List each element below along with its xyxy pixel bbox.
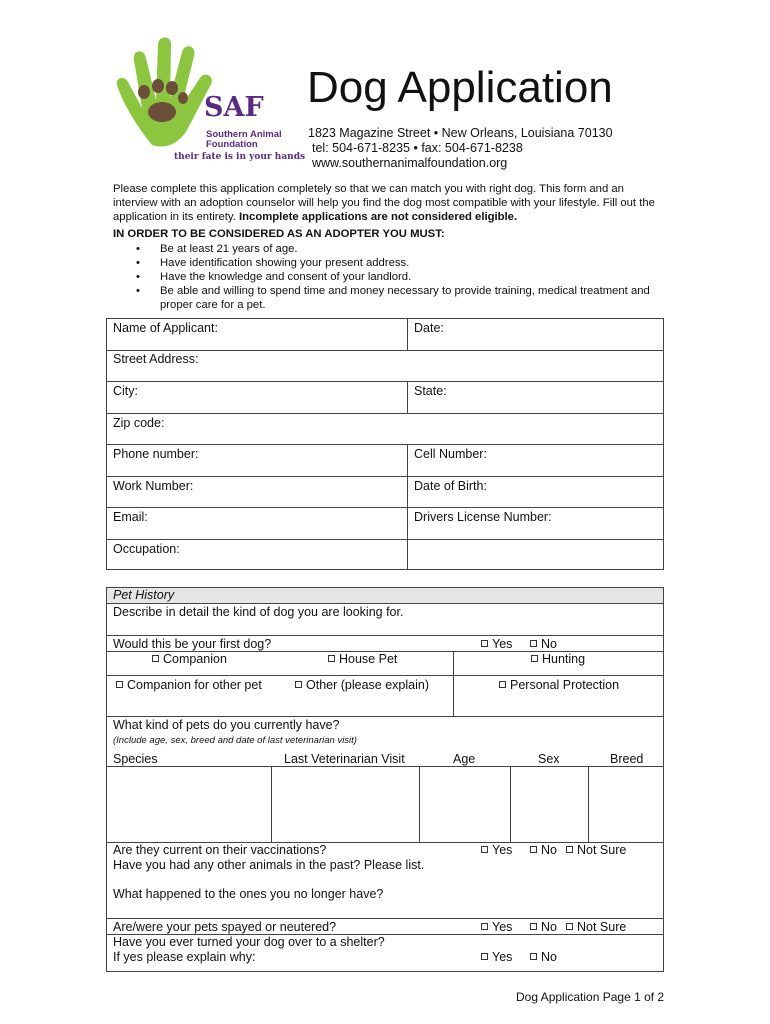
checkbox-icon bbox=[530, 640, 537, 647]
checkbox-icon bbox=[152, 655, 159, 662]
first-dog-no[interactable] bbox=[530, 637, 557, 652]
col-divider bbox=[453, 651, 454, 716]
occupation-field[interactable]: Occupation: bbox=[113, 542, 180, 556]
street-field[interactable]: Street Address: bbox=[113, 352, 199, 366]
list-item: • Have identification showing your present address. bbox=[136, 256, 661, 270]
yes-label: Yes bbox=[492, 637, 513, 651]
logo-org-name bbox=[206, 130, 282, 150]
past-animals-field[interactable]: Have you had any other animals in the past? Please list. bbox=[113, 858, 425, 872]
no-label: No bbox=[541, 950, 557, 964]
row-divider bbox=[106, 476, 664, 477]
logo-tagline: their fate is in your hands bbox=[174, 152, 306, 162]
page-title: Dog Application bbox=[307, 63, 613, 112]
col-divider bbox=[588, 766, 589, 842]
col-divider bbox=[407, 444, 408, 539]
row-divider bbox=[106, 539, 664, 540]
checkbox-icon bbox=[481, 923, 488, 930]
not-sure-label: Not Sure bbox=[577, 843, 627, 857]
row-divider bbox=[106, 635, 664, 636]
page-footer: Dog Application Page 1 of 2 bbox=[516, 990, 665, 1004]
col-divider bbox=[407, 539, 408, 570]
list-item: • Be able and willing to spend time and money necessary to provide training, medical treatment and proper care for a pet. bbox=[136, 284, 661, 312]
checkbox-icon bbox=[328, 655, 335, 662]
col-divider bbox=[510, 766, 511, 842]
checkbox-icon bbox=[481, 953, 488, 960]
row-divider bbox=[106, 603, 664, 604]
intro-bold: Incomplete applications are not considered eligible. bbox=[239, 211, 518, 223]
row-divider bbox=[106, 716, 664, 717]
contact-block bbox=[308, 126, 613, 171]
hunting-option[interactable] bbox=[531, 652, 585, 667]
col-sex: Sex bbox=[538, 752, 560, 766]
not-sure-label: Not Sure bbox=[577, 920, 627, 934]
shelter-no[interactable] bbox=[530, 950, 557, 965]
date-field[interactable]: Date: bbox=[414, 321, 444, 335]
protection-option[interactable] bbox=[499, 678, 619, 693]
what-happened-field[interactable]: What happened to the ones you no longer have? bbox=[113, 887, 384, 901]
row-divider bbox=[106, 381, 664, 382]
phone-field[interactable]: Phone number: bbox=[113, 447, 199, 461]
row-divider bbox=[106, 766, 664, 767]
col-divider bbox=[407, 381, 408, 413]
city-field[interactable]: City: bbox=[113, 384, 138, 398]
col-breed: Breed bbox=[610, 752, 644, 766]
col-divider bbox=[419, 766, 420, 842]
companion-label: Companion bbox=[163, 652, 227, 666]
vaccination-question: Are they current on their vaccinations? bbox=[113, 843, 327, 857]
checkbox-icon bbox=[531, 655, 538, 662]
describe-dog-field[interactable]: Describe in detail the kind of dog you are looking for. bbox=[113, 605, 404, 619]
checkbox-icon bbox=[481, 846, 488, 853]
checkbox-icon bbox=[295, 681, 302, 688]
requirements-list bbox=[136, 242, 661, 312]
checkbox-icon bbox=[566, 923, 573, 930]
first-dog-yes[interactable] bbox=[481, 637, 512, 652]
col-divider bbox=[271, 766, 272, 842]
first-dog-question: Would this be your first dog? bbox=[113, 637, 272, 651]
row-divider bbox=[106, 413, 664, 414]
shelter-yes[interactable] bbox=[481, 950, 512, 965]
pet-history-heading: Pet History bbox=[113, 588, 175, 602]
house-pet-option[interactable] bbox=[328, 652, 397, 667]
hunting-label: Hunting bbox=[542, 652, 586, 666]
spayed-question: Are/were your pets spayed or neutered? bbox=[113, 920, 337, 934]
logo-org-line2: Foundation bbox=[206, 139, 258, 150]
license-field[interactable]: Drivers License Number: bbox=[414, 510, 552, 524]
spayed-no[interactable] bbox=[530, 920, 557, 935]
phone-fax: tel: 504-671-8235 • fax: 504-671-8238 bbox=[312, 141, 523, 155]
row-divider bbox=[106, 444, 664, 445]
col-divider bbox=[407, 318, 408, 350]
yes-label: Yes bbox=[492, 920, 513, 934]
checkbox-icon bbox=[566, 846, 573, 853]
address: 1823 Magazine Street • New Orleans, Louisiana 70130 bbox=[308, 126, 613, 140]
shelter-explain-field[interactable]: If yes please explain why: bbox=[113, 950, 256, 964]
vaccination-yes[interactable] bbox=[481, 843, 512, 858]
other-label: Other (please explain) bbox=[306, 678, 429, 692]
row-divider bbox=[106, 651, 664, 652]
name-field[interactable]: Name of Applicant: bbox=[113, 321, 218, 335]
row-divider bbox=[106, 350, 664, 351]
yes-label: Yes bbox=[492, 843, 513, 857]
list-item: • Have the knowledge and consent of your landlord. bbox=[136, 270, 661, 284]
row-divider bbox=[106, 507, 664, 508]
checkbox-icon bbox=[530, 923, 537, 930]
no-label: No bbox=[541, 843, 557, 857]
col-age: Age bbox=[453, 752, 476, 766]
companion-other-option[interactable] bbox=[116, 678, 262, 693]
dob-field[interactable]: Date of Birth: bbox=[414, 479, 487, 493]
yes-label: Yes bbox=[492, 950, 513, 964]
saf-logo bbox=[112, 30, 306, 165]
requirements-heading: IN ORDER TO BE CONSIDERED AS AN ADOPTER YOU MUST: bbox=[113, 228, 445, 240]
row-divider bbox=[106, 918, 664, 919]
protection-label: Personal Protection bbox=[510, 678, 620, 692]
spayed-not-sure[interactable] bbox=[566, 920, 626, 935]
work-field[interactable]: Work Number: bbox=[113, 479, 194, 493]
website: www.southernanimalfoundation.org bbox=[312, 156, 508, 170]
other-option[interactable] bbox=[295, 678, 429, 693]
shelter-question: Have you ever turned your dog over to a shelter? bbox=[113, 935, 385, 949]
row-divider bbox=[106, 675, 664, 676]
logo-org-line1: Southern Animal bbox=[206, 129, 282, 140]
list-item: • Be at least 21 years of age. bbox=[136, 242, 661, 256]
checkbox-icon bbox=[530, 846, 537, 853]
email-field[interactable]: Email: bbox=[113, 510, 148, 524]
intro-text: Please complete this application completely so that we can match you with right dog. This form and an interview with an adoption counselor will help you find the dog most compatible with your lifestyle. Fill out the application in its entirety. bbox=[113, 183, 655, 223]
checkbox-icon bbox=[499, 681, 506, 688]
spayed-yes[interactable] bbox=[481, 920, 512, 935]
current-pets-note: (Include age, sex, breed and date of last veterinarian visit) bbox=[113, 735, 357, 746]
logo-acronym: SAF bbox=[204, 92, 264, 123]
house-pet-label: House Pet bbox=[339, 652, 398, 666]
zip-field[interactable]: Zip code: bbox=[113, 416, 165, 430]
checkbox-icon bbox=[530, 953, 537, 960]
checkbox-icon bbox=[481, 640, 488, 647]
companion-other-label: Companion for other pet bbox=[127, 678, 262, 692]
col-species: Species bbox=[113, 752, 158, 766]
col-vet-visit: Last Veterinarian Visit bbox=[284, 752, 405, 766]
no-label: No bbox=[541, 637, 557, 651]
cell-field[interactable]: Cell Number: bbox=[414, 447, 487, 461]
current-pets-question: What kind of pets do you currently have? bbox=[113, 718, 340, 732]
checkbox-icon bbox=[116, 681, 123, 688]
no-label: No bbox=[541, 920, 557, 934]
state-field[interactable]: State: bbox=[414, 384, 447, 398]
vaccination-no[interactable] bbox=[530, 843, 557, 858]
vaccination-not-sure[interactable] bbox=[566, 843, 626, 858]
companion-option[interactable] bbox=[152, 652, 227, 667]
intro-paragraph bbox=[113, 182, 668, 224]
